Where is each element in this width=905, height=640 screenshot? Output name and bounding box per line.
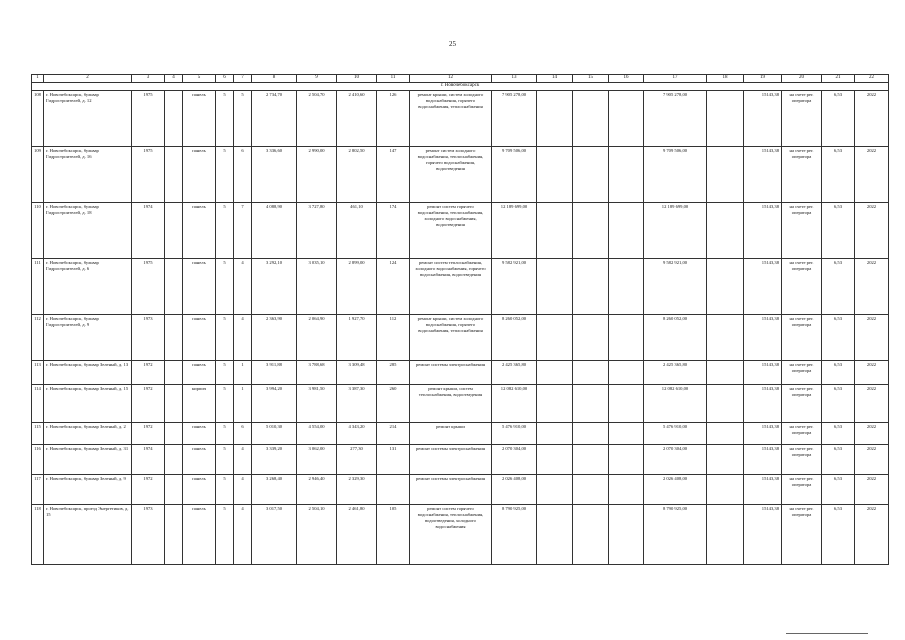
floors: 5 — [216, 445, 234, 475]
build-year: 1975 — [132, 147, 165, 203]
entrances: 4 — [234, 505, 252, 565]
col-18 — [707, 445, 744, 475]
residents: 124 — [377, 259, 410, 315]
col-16 — [609, 423, 644, 445]
wall-material: панель — [183, 259, 216, 315]
column-number: 21 — [822, 75, 855, 83]
residents: 214 — [377, 423, 410, 445]
fund-account: на счете рег. оператора — [782, 91, 822, 147]
column-number: 18 — [707, 75, 744, 83]
entrances: 7 — [234, 203, 252, 259]
column-number-header — [32, 75, 889, 83]
work-types: ремонт крыши, систем холодного водоснабжения, горячего водоснабжения, теплоснабжения — [410, 91, 492, 147]
column-number: 14 — [537, 75, 573, 83]
unit-cost: 15143,38 — [744, 203, 782, 259]
address: г. Новочебоксарск, бульвар Гидростроителей, д. 18 — [44, 203, 132, 259]
fund-amount: 2 425 365,80 — [644, 361, 707, 385]
table-row — [32, 203, 889, 259]
floors: 5 — [216, 423, 234, 445]
contribution-rate: 6,53 — [822, 445, 855, 475]
col-14 — [537, 361, 573, 385]
fund-amount: 9 582 921,00 — [644, 259, 707, 315]
wall-material: панель — [183, 147, 216, 203]
row-number: 114 — [32, 385, 44, 423]
column-number: 6 — [216, 75, 234, 83]
total-area: 3 911,88 — [252, 361, 297, 385]
col-18 — [707, 385, 744, 423]
unit-cost: 15143,38 — [744, 91, 782, 147]
planned-year: 2022 — [855, 315, 889, 361]
col-18 — [707, 505, 744, 565]
floors: 5 — [216, 505, 234, 565]
table-row — [32, 91, 889, 147]
address: г. Новочебоксарск, бульвар Зеленый, д. 2 — [44, 423, 132, 445]
repair-cost: 8 260 052,00 — [492, 315, 537, 361]
fund-account: на счете рег. оператора — [782, 423, 822, 445]
unit-cost: 15143,38 — [744, 505, 782, 565]
work-types: ремонт систем горячего водоснабжения, теплоснабжения, водоотведения, холодного водоснабжения — [410, 505, 492, 565]
total-area: 3 268,40 — [252, 475, 297, 505]
address: г. Новочебоксарск, бульвар Гидростроителей, д. 6 — [44, 259, 132, 315]
col-16 — [609, 259, 644, 315]
col-15 — [573, 147, 609, 203]
row-number: 111 — [32, 259, 44, 315]
private-area: 2 461,80 — [337, 505, 377, 565]
col-14 — [537, 315, 573, 361]
contribution-rate: 6,53 — [822, 259, 855, 315]
total-area: 3 994,20 — [252, 385, 297, 423]
column-number: 11 — [377, 75, 410, 83]
col-16 — [609, 385, 644, 423]
work-types: ремонт крыши, систем теплоснабжения, водоотведения — [410, 385, 492, 423]
register-table — [31, 74, 889, 565]
col-15 — [573, 203, 609, 259]
living-area: 4 554,00 — [297, 423, 337, 445]
private-area: 2 899,00 — [337, 259, 377, 315]
build-year: 1972 — [132, 475, 165, 505]
col-15 — [573, 385, 609, 423]
col-16 — [609, 91, 644, 147]
planned-year: 2022 — [855, 203, 889, 259]
col-4 — [165, 147, 183, 203]
private-area: 461,10 — [337, 203, 377, 259]
entrances: 4 — [234, 445, 252, 475]
entrances: 6 — [234, 423, 252, 445]
entrances: 4 — [234, 475, 252, 505]
wall-material: панель — [183, 445, 216, 475]
private-area: 1 927,70 — [337, 315, 377, 361]
col-18 — [707, 203, 744, 259]
work-types: ремонт системы электроснабжения — [410, 445, 492, 475]
floors: 5 — [216, 147, 234, 203]
table-row — [32, 475, 889, 505]
col-4 — [165, 91, 183, 147]
entrances: 5 — [234, 91, 252, 147]
col-14 — [537, 385, 573, 423]
row-number: 110 — [32, 203, 44, 259]
floors: 5 — [216, 385, 234, 423]
column-number: 4 — [165, 75, 183, 83]
private-area: 2 329,30 — [337, 475, 377, 505]
col-4 — [165, 361, 183, 385]
address: г. Новочебоксарск, бульвар Зеленый, д. 31 — [44, 445, 132, 475]
fund-amount: 5 476 910,00 — [644, 423, 707, 445]
total-area: 2 734,70 — [252, 91, 297, 147]
living-area: 3 981,50 — [297, 385, 337, 423]
col-16 — [609, 505, 644, 565]
build-year: 1974 — [132, 445, 165, 475]
entrances: 1 — [234, 385, 252, 423]
column-number: 17 — [644, 75, 707, 83]
fund-account: на счете рег. оператора — [782, 203, 822, 259]
residents: 285 — [377, 361, 410, 385]
column-number: 10 — [337, 75, 377, 83]
contribution-rate: 6,53 — [822, 147, 855, 203]
wall-material: панель — [183, 361, 216, 385]
floors: 5 — [216, 91, 234, 147]
unit-cost: 15143,38 — [744, 361, 782, 385]
unit-cost: 15143,38 — [744, 385, 782, 423]
col-15 — [573, 423, 609, 445]
fund-account: на счете рег. оператора — [782, 259, 822, 315]
col-14 — [537, 505, 573, 565]
living-area: 2 504,10 — [297, 505, 337, 565]
living-area: 2 990,00 — [297, 147, 337, 203]
contribution-rate: 6,53 — [822, 203, 855, 259]
total-area: 2 363,90 — [252, 315, 297, 361]
build-year: 1975 — [132, 259, 165, 315]
address: г. Новочебоксарск, бульвар Гидростроителей, д. 16 — [44, 147, 132, 203]
wall-material: панель — [183, 315, 216, 361]
residents: 260 — [377, 385, 410, 423]
repair-cost: 12 189 699,00 — [492, 203, 537, 259]
work-types: ремонт крыши, систем холодного водоснабжения, горячего водоснабжения, теплоснабжения — [410, 315, 492, 361]
residents: 174 — [377, 203, 410, 259]
total-area: 3 292,10 — [252, 259, 297, 315]
col-16 — [609, 361, 644, 385]
col-14 — [537, 475, 573, 505]
column-number: 16 — [609, 75, 644, 83]
floors: 5 — [216, 475, 234, 505]
living-area: 3 062,00 — [297, 445, 337, 475]
col-15 — [573, 445, 609, 475]
col-18 — [707, 147, 744, 203]
fund-amount: 12 082 610,00 — [644, 385, 707, 423]
row-number: 115 — [32, 423, 44, 445]
build-year: 1972 — [132, 385, 165, 423]
wall-material: панель — [183, 203, 216, 259]
work-types: ремонт систем теплоснабжения, холодного водоснабжения, горячего водоснабжения, водоотведения — [410, 259, 492, 315]
row-number: 116 — [32, 445, 44, 475]
residents: 126 — [377, 91, 410, 147]
column-number: 1 — [32, 75, 44, 83]
repair-cost: 2 026 408,00 — [492, 475, 537, 505]
row-number: 117 — [32, 475, 44, 505]
table-row — [32, 147, 889, 203]
repair-cost: 7 905 278,00 — [492, 91, 537, 147]
total-area: 3 017,50 — [252, 505, 297, 565]
col-16 — [609, 475, 644, 505]
repair-cost: 9 582 921,00 — [492, 259, 537, 315]
col-16 — [609, 147, 644, 203]
build-year: 1975 — [132, 91, 165, 147]
unit-cost: 15143,38 — [744, 475, 782, 505]
col-15 — [573, 505, 609, 565]
row-number: 118 — [32, 505, 44, 565]
col-4 — [165, 315, 183, 361]
col-15 — [573, 315, 609, 361]
column-number: 8 — [252, 75, 297, 83]
floors: 5 — [216, 259, 234, 315]
build-year: 1972 — [132, 423, 165, 445]
build-year: 1972 — [132, 361, 165, 385]
total-area: 5 010,30 — [252, 423, 297, 445]
address: г. Новочебоксарск, бульвар Зеленый, д. 15 — [44, 385, 132, 423]
page-number: 25 — [449, 40, 456, 48]
unit-cost: 15143,38 — [744, 423, 782, 445]
wall-material: панель — [183, 475, 216, 505]
col-16 — [609, 315, 644, 361]
work-types: ремонт систем горячего водоснабжения, теплоснабжения, холодного водоснабжения, водоотведения — [410, 203, 492, 259]
private-area: 3 309,48 — [337, 361, 377, 385]
col-4 — [165, 259, 183, 315]
planned-year: 2022 — [855, 361, 889, 385]
private-area: 3 387,30 — [337, 385, 377, 423]
col-16 — [609, 445, 644, 475]
build-year: 1974 — [132, 203, 165, 259]
col-4 — [165, 505, 183, 565]
col-15 — [573, 361, 609, 385]
col-18 — [707, 315, 744, 361]
wall-material: панель — [183, 91, 216, 147]
planned-year: 2022 — [855, 423, 889, 445]
address: г. Новочебоксарск, бульвар Гидростроителей, д. 9 — [44, 315, 132, 361]
table-row — [32, 385, 889, 423]
fund-account: на счете рег. оператора — [782, 505, 822, 565]
living-area: 3 788,68 — [297, 361, 337, 385]
col-14 — [537, 147, 573, 203]
row-number: 109 — [32, 147, 44, 203]
repair-cost: 2 070 304,00 — [492, 445, 537, 475]
contribution-rate: 6,53 — [822, 475, 855, 505]
col-15 — [573, 91, 609, 147]
table-row — [32, 315, 889, 361]
column-number: 12 — [410, 75, 492, 83]
planned-year: 2022 — [855, 475, 889, 505]
planned-year: 2022 — [855, 147, 889, 203]
contribution-rate: 6,53 — [822, 315, 855, 361]
column-number: 19 — [744, 75, 782, 83]
col-4 — [165, 203, 183, 259]
repair-cost: 5 476 910,00 — [492, 423, 537, 445]
col-14 — [537, 259, 573, 315]
col-18 — [707, 259, 744, 315]
contribution-rate: 6,53 — [822, 91, 855, 147]
table-row — [32, 445, 889, 475]
residents: 105 — [377, 505, 410, 565]
col-18 — [707, 91, 744, 147]
fund-amount: 9 709 506,00 — [644, 147, 707, 203]
residents: 147 — [377, 147, 410, 203]
total-area: 4 088,90 — [252, 203, 297, 259]
work-types: ремонт крыши — [410, 423, 492, 445]
work-types: ремонт системы электроснабжения — [410, 361, 492, 385]
fund-amount: 2 026 408,00 — [644, 475, 707, 505]
floors: 5 — [216, 315, 234, 361]
private-area: 2 802,50 — [337, 147, 377, 203]
living-area: 3 727,80 — [297, 203, 337, 259]
address: г. Новочебоксарск, бульвар Гидростроителей, д. 12 — [44, 91, 132, 147]
fund-account: на счете рег. оператора — [782, 385, 822, 423]
floors: 5 — [216, 203, 234, 259]
fund-amount: 8 260 052,00 — [644, 315, 707, 361]
col-15 — [573, 475, 609, 505]
unit-cost: 15143,38 — [744, 147, 782, 203]
row-number: 108 — [32, 91, 44, 147]
living-area: 2 946,40 — [297, 475, 337, 505]
planned-year: 2022 — [855, 445, 889, 475]
table-row — [32, 361, 889, 385]
col-18 — [707, 423, 744, 445]
col-16 — [609, 203, 644, 259]
build-year: 1973 — [132, 505, 165, 565]
fund-account: на счете рег. оператора — [782, 361, 822, 385]
fund-amount: 7 905 278,00 — [644, 91, 707, 147]
col-4 — [165, 423, 183, 445]
column-number: 22 — [855, 75, 889, 83]
wall-material: панель — [183, 423, 216, 445]
column-number: 5 — [183, 75, 216, 83]
planned-year: 2022 — [855, 91, 889, 147]
row-number: 113 — [32, 361, 44, 385]
entrances: 4 — [234, 315, 252, 361]
column-number: 20 — [782, 75, 822, 83]
fund-account: на счете рег. оператора — [782, 315, 822, 361]
residents: 131 — [377, 445, 410, 475]
city-row — [32, 83, 889, 91]
contribution-rate: 6,53 — [822, 505, 855, 565]
col-18 — [707, 475, 744, 505]
table-row — [32, 423, 889, 445]
fund-amount: 8 790 925,00 — [644, 505, 707, 565]
fund-account: на счете рег. оператора — [782, 147, 822, 203]
living-area: 3 035,10 — [297, 259, 337, 315]
repair-cost: 12 082 610,00 — [492, 385, 537, 423]
row-number: 112 — [32, 315, 44, 361]
fund-account: на счете рег. оператора — [782, 445, 822, 475]
table-row — [32, 505, 889, 565]
unit-cost: 15143,38 — [744, 315, 782, 361]
repair-cost: 8 790 925,00 — [492, 505, 537, 565]
address: г. Новочебоксарск, бульвар Зеленый, д. 9 — [44, 475, 132, 505]
contribution-rate: 6,53 — [822, 361, 855, 385]
footer-rule — [786, 633, 868, 634]
private-area: 277,30 — [337, 445, 377, 475]
repair-cost: 2 425 365,80 — [492, 361, 537, 385]
col-14 — [537, 91, 573, 147]
wall-material: кирпич — [183, 385, 216, 423]
col-4 — [165, 385, 183, 423]
col-14 — [537, 423, 573, 445]
column-number: 2 — [44, 75, 132, 83]
wall-material: панель — [183, 505, 216, 565]
contribution-rate: 6,53 — [822, 385, 855, 423]
table-row — [32, 259, 889, 315]
residents — [377, 475, 410, 505]
private-area: 4 343,20 — [337, 423, 377, 445]
planned-year: 2022 — [855, 385, 889, 423]
column-number: 3 — [132, 75, 165, 83]
residents: 112 — [377, 315, 410, 361]
total-area: 3 339,20 — [252, 445, 297, 475]
city-name: г. Новочебоксарск — [32, 83, 889, 91]
work-types: ремонт системы электроснабжения — [410, 475, 492, 505]
fund-amount: 12 189 699,00 — [644, 203, 707, 259]
col-18 — [707, 361, 744, 385]
build-year: 1973 — [132, 315, 165, 361]
address: г. Новочебоксарск, бульвар Зеленый, д. 13 — [44, 361, 132, 385]
total-area: 3 336,60 — [252, 147, 297, 203]
living-area: 2 064,90 — [297, 315, 337, 361]
column-number: 9 — [297, 75, 337, 83]
entrances: 6 — [234, 147, 252, 203]
register-body — [32, 75, 889, 565]
column-number: 7 — [234, 75, 252, 83]
col-4 — [165, 445, 183, 475]
unit-cost: 15143,38 — [744, 259, 782, 315]
unit-cost: 15143,38 — [744, 445, 782, 475]
column-number: 13 — [492, 75, 537, 83]
col-4 — [165, 475, 183, 505]
contribution-rate: 6,53 — [822, 423, 855, 445]
private-area: 2 410,60 — [337, 91, 377, 147]
planned-year: 2022 — [855, 505, 889, 565]
fund-account: на счете рег. оператора — [782, 475, 822, 505]
col-14 — [537, 203, 573, 259]
address: г. Новочебоксарск, проезд Энергетиков, д. 15 — [44, 505, 132, 565]
col-14 — [537, 445, 573, 475]
planned-year: 2022 — [855, 259, 889, 315]
work-types: ремонт систем холодного водоснабжения, теплоснабжения, горячего водоснабжения, водоотведения — [410, 147, 492, 203]
col-15 — [573, 259, 609, 315]
fund-amount: 2 070 304,00 — [644, 445, 707, 475]
floors: 5 — [216, 361, 234, 385]
living-area: 2 504,70 — [297, 91, 337, 147]
repair-cost: 9 709 506,00 — [492, 147, 537, 203]
entrances: 1 — [234, 361, 252, 385]
entrances: 4 — [234, 259, 252, 315]
column-number: 15 — [573, 75, 609, 83]
